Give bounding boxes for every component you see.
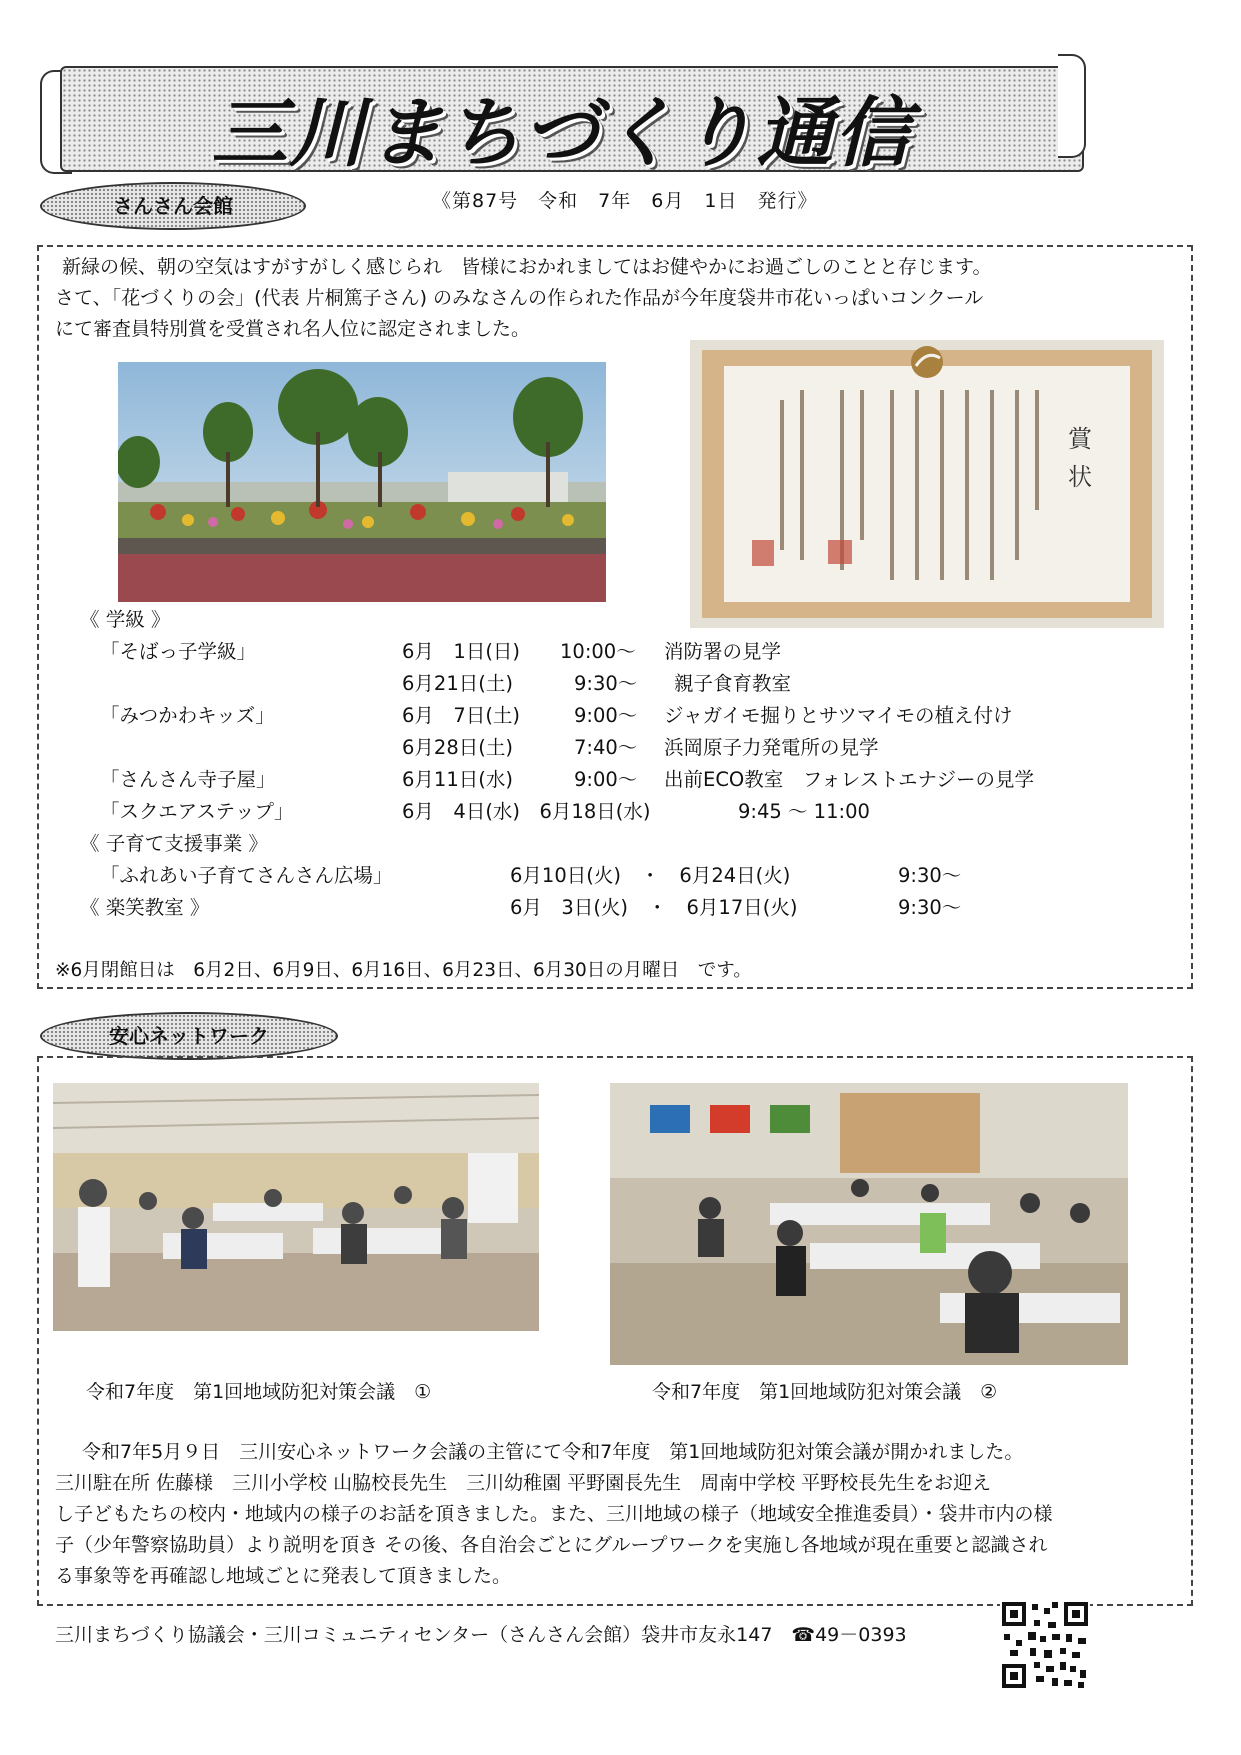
- section-tag-sansan: [40, 182, 306, 230]
- award-certificate-photo: [690, 340, 1164, 628]
- meeting-image-2: [610, 1083, 1128, 1365]
- meeting-image-1: [53, 1083, 539, 1331]
- intro-line-2: さて、「花づくりの会」(代表 片桐篤子さん) のみなさんの作られた作品が今年度袋井市花いっぱいコンクール: [55, 287, 984, 309]
- photo-caption-2: 令和7年度 第1回地域防犯対策会議 ②: [652, 1381, 998, 1403]
- class-time: 9:00～: [574, 768, 638, 791]
- class-event: 親子食育教室: [674, 672, 792, 695]
- class-time: 7:40～: [574, 736, 638, 759]
- rakusho-dates: 6月 3日(火) ・ 6月17日(火): [510, 896, 798, 919]
- qr-code-icon: [1000, 1600, 1090, 1690]
- class-name: 「スクエアステップ」: [100, 800, 294, 823]
- class-event: 浜岡原子力発電所の見学: [664, 736, 879, 759]
- class-date: 6月11日(水): [402, 768, 513, 791]
- intro-line-3: にて審査員特別賞を受賞され名人位に認定されました。: [55, 318, 531, 340]
- class-date: 6月28日(土): [402, 736, 513, 759]
- section-tag-anshin: [40, 1012, 338, 1060]
- class-event: 出前ECO教室 フォレストエナジーの見学: [664, 768, 1035, 791]
- class-date: 6月 7日(土): [402, 704, 521, 727]
- class-name: 「さんさん寺子屋」: [100, 768, 276, 791]
- class-name: 「みつかわキッズ」: [100, 704, 275, 727]
- intro-line-1: 新緑の候、朝の空気はすがすがしく感じられ 皆様におかれましてはお健やかにお過ごしのことと存じます。: [62, 256, 992, 278]
- flower-garden-photo: [118, 362, 606, 602]
- photo-caption-1: 令和7年度 第1回地域防犯対策会議 ①: [86, 1381, 432, 1403]
- body-line-3: し子どもたちの校内・地域内の様子のお話を頂きました。また、三川地域の様子（地域安全推進委員）・袋井市内の様: [55, 1503, 1053, 1525]
- class-time: 9:30～: [574, 672, 638, 695]
- class-time: 10:00～: [560, 640, 636, 663]
- meeting-photo-2: [610, 1083, 1128, 1365]
- flower-garden-image: [118, 362, 606, 602]
- class-name: 「そばっ子学級」: [100, 640, 257, 663]
- heading-kosodate: 《 子育て支援事業 》: [80, 832, 268, 855]
- footer-contact: 三川まちづくり協議会・三川コミュニティセンター（さんさん会館）袋井市友永147 ☎49－0393: [55, 1624, 907, 1646]
- class-date: 6月21日(土): [402, 672, 513, 695]
- section-tag-label: さんさん会館: [113, 194, 233, 218]
- heading-rakusho: 《 楽笑教室 》: [80, 896, 210, 919]
- title-banner: [38, 58, 1086, 176]
- kosodate-name: 「ふれあい子育てさんさん広場」: [100, 864, 393, 887]
- body-line-2: 三川駐在所 佐藤様 三川小学校 山脇校長先生 三川幼稚園 平野園長先生 周南中学校 平野校長先生をお迎え: [55, 1472, 992, 1494]
- class-date: 6月 4日(水) 6月18日(水): [402, 800, 651, 823]
- rakusho-time: 9:30～: [898, 896, 962, 919]
- class-event: ジャガイモ掘りとサツマイモの植え付け: [664, 704, 1013, 727]
- body-line-1: 令和7年5月９日 三川安心ネットワーク会議の主管にて令和7年度 第1回地域防犯対策会議が開かれました。: [82, 1441, 1024, 1463]
- class-time: 9:45 ～ 11:00: [738, 800, 870, 823]
- body-line-5: る事象等を再確認し地域ごとに発表して頂きました。: [55, 1565, 512, 1587]
- body-line-4: 子（少年警察協助員）より説明を頂き その後、各自治会ごとにグループワークを実施し各地域が現在重要と認識され: [55, 1534, 1048, 1556]
- class-date: 6月 1日(日): [402, 640, 521, 663]
- qr-code[interactable]: [1000, 1600, 1090, 1690]
- class-event: 消防署の見学: [664, 640, 782, 663]
- section-tag-label: 安心ネットワーク: [109, 1024, 269, 1048]
- closed-days-note: ※6月閉館日は 6月2日、6月9日、6月16日、6月23日、6月30日の月曜日 です。: [55, 960, 752, 981]
- newsletter-title: 三川まちづくり通信: [211, 88, 913, 177]
- meeting-photo-1: [53, 1083, 539, 1331]
- kosodate-dates: 6月10日(火) ・ 6月24日(火): [510, 864, 791, 887]
- issue-info: 《第87号 令和 7年 6月 1日 発行》: [432, 190, 818, 212]
- certificate-heading: 賞状: [1068, 425, 1092, 491]
- class-time: 9:00～: [574, 704, 638, 727]
- heading-gakkyu: 《 学級 》: [80, 608, 171, 631]
- kosodate-time: 9:30～: [898, 864, 962, 887]
